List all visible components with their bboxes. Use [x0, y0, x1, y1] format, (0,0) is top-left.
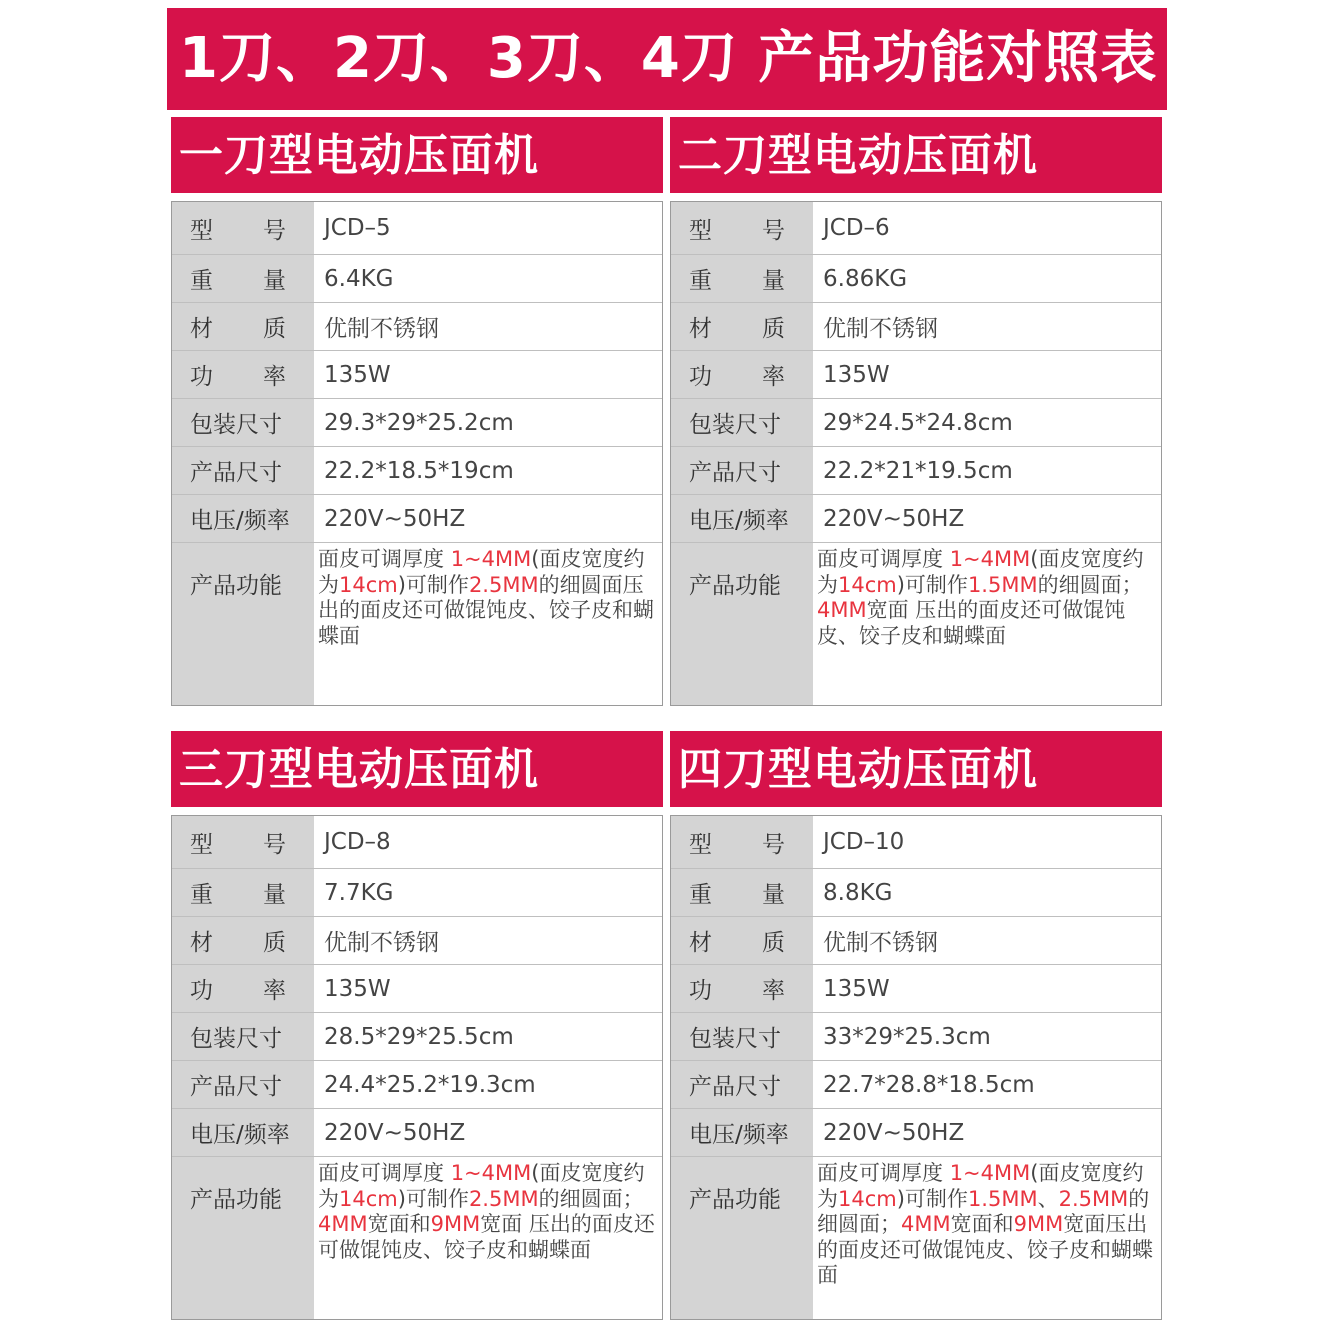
function-text [314, 543, 662, 705]
panel-four-blade [670, 731, 1162, 1320]
spec-table [171, 201, 663, 706]
row-size: 产品尺寸 22.2*18.5*19cm [172, 447, 662, 495]
row-material: 材 质 优制不锈钢 [671, 917, 1161, 965]
panel-three-blade [171, 731, 663, 1320]
size-value: 22.2*21*19.5cm [823, 457, 1013, 484]
weight-value: 8.8KG [823, 879, 893, 906]
model-value: JCD–8 [324, 829, 391, 855]
model-value: JCD–5 [324, 215, 391, 241]
row-size: 产品尺寸 22.2*21*19.5cm [671, 447, 1161, 495]
row-voltage: 电压/频率 220V~50HZ [172, 495, 662, 543]
row-power: 功 率 135W [671, 965, 1161, 1013]
row-weight: 重 量 8.8KG [671, 869, 1161, 917]
row-package: 包装尺寸 29*24.5*24.8cm [671, 399, 1161, 447]
voltage-value: 220V~50HZ [823, 505, 965, 532]
function-segment: 面皮可调厚度 [318, 1161, 451, 1185]
function-highlight: 1~4MM [450, 1161, 532, 1185]
material-value: 优制不锈钢 [823, 930, 938, 956]
weight-value: 6.4KG [324, 265, 394, 292]
function-segment: 、 [1037, 1186, 1059, 1211]
row-function: 产品功能 面皮可调厚度 1~4MM(面皮宽度约为14cm)可制作1.5MM、2.5MM的细圆面；4MM宽面和9MM宽面压出的面皮还可做馄饨皮、饺子皮和蝴蝶面 [671, 1157, 1161, 1319]
row-power: 功 率 135W [172, 351, 662, 399]
package-value: 28.5*29*25.5cm [324, 1023, 514, 1050]
row-power: 功 率 135W [671, 351, 1161, 399]
function-highlight: 1~4MM [450, 547, 532, 571]
function-segment: 宽面和 [950, 1212, 1014, 1236]
row-function: 产品功能 面皮可调厚度 1~4MM(面皮宽度约为14cm)可制作2.5MM的细圆面压出的面皮还可做馄饨皮、饺子皮和蝴蝶面 [172, 543, 662, 705]
function-segment: 的细圆面； [1037, 572, 1143, 597]
row-material: 材 质 优制不锈钢 [172, 917, 662, 965]
function-highlight: 1.5MM [967, 1186, 1038, 1211]
function-highlight: 1.5MM [967, 572, 1038, 597]
function-segment: 面皮可调厚度 [817, 1161, 950, 1185]
size-value: 22.7*28.8*18.5cm [823, 1071, 1035, 1098]
material-value: 优制不锈钢 [823, 316, 938, 342]
function-highlight: 4MM [318, 1212, 368, 1236]
row-model: 型 号 JCD–5 [172, 202, 662, 255]
panel-title: 四刀型电动压面机 [670, 731, 1162, 807]
size-value: 22.2*18.5*19cm [324, 457, 514, 484]
material-value: 优制不锈钢 [324, 316, 439, 342]
function-highlight: 9MM [1013, 1212, 1064, 1236]
function-segment: 宽面 压出的面皮还可做馄饨皮、饺子皮和蝴蝶面 [318, 1212, 655, 1262]
function-highlight: 2.5MM [468, 1186, 539, 1211]
package-value: 33*29*25.3cm [823, 1023, 991, 1050]
row-model: 型 号 JCD–10 [671, 816, 1161, 869]
row-voltage: 电压/频率 220V~50HZ [671, 1109, 1161, 1157]
row-size: 产品尺寸 24.4*25.2*19.3cm [172, 1061, 662, 1109]
function-segment: )可制作 [397, 572, 469, 597]
function-segment: )可制作 [896, 572, 968, 597]
function-highlight: 2.5MM [468, 572, 539, 597]
row-package: 包装尺寸 28.5*29*25.5cm [172, 1013, 662, 1061]
function-segment: 宽面和 [367, 1212, 431, 1236]
function-segment: )可制作 [896, 1186, 968, 1211]
function-highlight: 9MM [430, 1212, 481, 1236]
row-package: 包装尺寸 33*29*25.3cm [671, 1013, 1161, 1061]
function-text [813, 1157, 1161, 1319]
model-value: JCD–6 [823, 215, 890, 241]
panel-title: 一刀型电动压面机 [171, 117, 663, 193]
row-function: 产品功能 面皮可调厚度 1~4MM(面皮宽度约为14cm)可制作1.5MM的细圆面；4MM宽面 压出的面皮还可做馄饨皮、饺子皮和蝴蝶面 [671, 543, 1161, 705]
function-highlight: 14cm [339, 572, 398, 597]
row-function: 产品功能 面皮可调厚度 1~4MM(面皮宽度约为14cm)可制作2.5MM的细圆面；4MM宽面和9MM宽面 压出的面皮还可做馄饨皮、饺子皮和蝴蝶面 [172, 1157, 662, 1319]
row-weight: 重 量 6.4KG [172, 255, 662, 303]
function-segment: 宽面 压出的面皮还可做馄饨皮、饺子皮和蝴蝶面 [817, 598, 1126, 648]
spec-table [670, 815, 1162, 1320]
function-segment: )可制作 [397, 1186, 469, 1211]
voltage-value: 220V~50HZ [324, 1119, 466, 1146]
function-text [813, 543, 1161, 705]
function-highlight: 4MM [817, 598, 867, 622]
function-segment: 的细圆面； [538, 1186, 644, 1211]
page-title: 1刀、2刀、3刀、4刀 产品功能对照表 [167, 8, 1167, 110]
function-highlight: 4MM [901, 1212, 951, 1236]
panel-one-blade [171, 117, 663, 706]
row-material: 材 质 优制不锈钢 [671, 303, 1161, 351]
row-size: 产品尺寸 22.7*28.8*18.5cm [671, 1061, 1161, 1109]
function-highlight: 14cm [838, 1186, 897, 1211]
function-highlight: 14cm [339, 1186, 398, 1211]
voltage-value: 220V~50HZ [324, 505, 466, 532]
row-weight: 重 量 7.7KG [172, 869, 662, 917]
package-value: 29.3*29*25.2cm [324, 409, 514, 436]
row-material: 材 质 优制不锈钢 [172, 303, 662, 351]
material-value: 优制不锈钢 [324, 930, 439, 956]
panel-title: 三刀型电动压面机 [171, 731, 663, 807]
row-weight: 重 量 6.86KG [671, 255, 1161, 303]
power-value: 135W [324, 361, 391, 388]
spec-table [171, 815, 663, 1320]
row-model: 型 号 JCD–6 [671, 202, 1161, 255]
model-value: JCD–10 [823, 829, 905, 855]
power-value: 135W [324, 975, 391, 1002]
function-segment: 的细圆面； [817, 1186, 1150, 1236]
panel-title: 二刀型电动压面机 [670, 117, 1162, 193]
function-highlight: 14cm [838, 572, 897, 597]
function-segment: 面皮可调厚度 [318, 547, 451, 571]
function-highlight: 2.5MM [1058, 1186, 1129, 1211]
weight-value: 7.7KG [324, 879, 394, 906]
function-text [314, 1157, 662, 1319]
row-voltage: 电压/频率 220V~50HZ [671, 495, 1161, 543]
weight-value: 6.86KG [823, 265, 908, 292]
row-package: 包装尺寸 29.3*29*25.2cm [172, 399, 662, 447]
package-value: 29*24.5*24.8cm [823, 409, 1013, 436]
function-highlight: 1~4MM [949, 1161, 1031, 1185]
row-model: 型 号 JCD–8 [172, 816, 662, 869]
function-segment: (面皮宽度约为 [318, 1161, 645, 1211]
function-segment: 面皮可调厚度 [817, 547, 950, 571]
power-value: 135W [823, 361, 890, 388]
function-segment: 宽面压出的面皮还可做馄饨皮、饺子皮和蝴蝶面 [817, 1212, 1153, 1287]
voltage-value: 220V~50HZ [823, 1119, 965, 1146]
size-value: 24.4*25.2*19.3cm [324, 1071, 536, 1098]
function-segment: (面皮宽度约为 [318, 547, 645, 597]
panel-two-blade [670, 117, 1162, 706]
spec-table [670, 201, 1162, 706]
power-value: 135W [823, 975, 890, 1002]
function-segment: (面皮宽度约为 [817, 547, 1144, 597]
row-voltage: 电压/频率 220V~50HZ [172, 1109, 662, 1157]
function-segment: (面皮宽度约为 [817, 1161, 1144, 1211]
row-power: 功 率 135W [172, 965, 662, 1013]
function-highlight: 1~4MM [949, 547, 1031, 571]
function-segment: 的细圆面压出的面皮还可做馄饨皮、饺子皮和蝴蝶面 [318, 572, 654, 648]
